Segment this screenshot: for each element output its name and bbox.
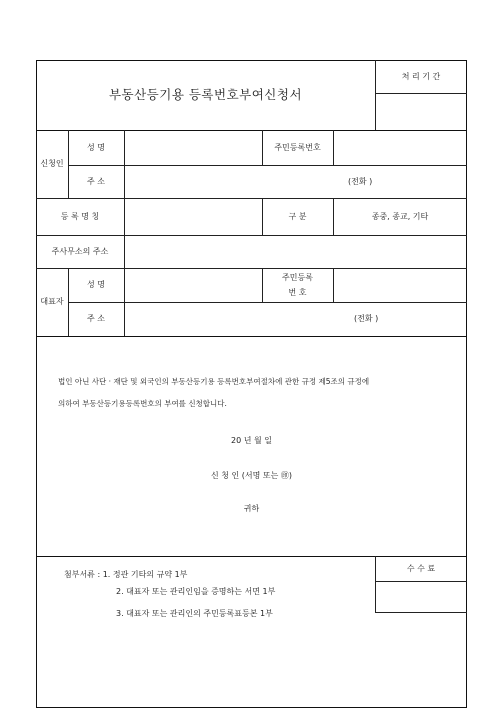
representative-address-label: 주 소 bbox=[87, 314, 105, 323]
representative-id-divider-right bbox=[333, 268, 334, 302]
representative-phone-label: (전화 ) bbox=[354, 314, 379, 323]
registration-divider-1 bbox=[124, 198, 125, 235]
applicant-section-divider bbox=[68, 130, 69, 198]
applicant-address-label: 주 소 bbox=[87, 177, 105, 186]
header-divider bbox=[375, 60, 376, 130]
applicant-bottom-line bbox=[36, 198, 467, 199]
attachments-label: 첨부서류 : 1. 정관 기타의 규약 1부 bbox=[64, 570, 188, 579]
applicant-signature-line: 신 청 인 (서명 또는 ㊞) bbox=[210, 471, 293, 480]
applicant-phone-label: (전화 ) bbox=[348, 177, 373, 186]
date-line: 20 년 월 일 bbox=[231, 436, 272, 445]
fee-bottom-line bbox=[375, 612, 467, 613]
representative-id-label-line1: 주민등록 bbox=[282, 273, 313, 282]
statement-line-2: 의하여 부동산등기용등록번호의 부여를 신청합니다. bbox=[58, 399, 227, 408]
applicant-label-divider bbox=[124, 130, 125, 198]
representative-id-label-line2: 번 호 bbox=[288, 288, 307, 297]
applicant-section-label: 신청인 bbox=[40, 159, 64, 168]
representative-mid-line bbox=[68, 302, 467, 303]
applicant-id-label: 주민등록번호 bbox=[274, 143, 321, 152]
registration-type-options: 종중, 종교, 기타 bbox=[371, 212, 429, 221]
body-bottom-line bbox=[36, 556, 467, 557]
applicant-id-divider-right bbox=[333, 130, 334, 165]
fee-mid-line bbox=[375, 581, 467, 582]
page-title: 부동산등기용 등록번호부여신청서 bbox=[108, 87, 303, 102]
registration-name-label: 등 록 명 칭 bbox=[60, 212, 100, 221]
office-address-divider bbox=[124, 235, 125, 268]
representative-name-label: 성 명 bbox=[87, 280, 105, 289]
registration-type-label: 구 분 bbox=[288, 212, 307, 221]
office-address-label: 주사무소의 주소 bbox=[51, 247, 109, 256]
representative-section-label: 대표자 bbox=[40, 297, 64, 306]
applicant-mid-line bbox=[68, 165, 467, 166]
processing-period-line bbox=[375, 93, 467, 94]
representative-bottom-line bbox=[36, 336, 467, 337]
fee-label: 수 수 료 bbox=[406, 564, 436, 573]
processing-period-label: 처 리 기 간 bbox=[401, 72, 441, 81]
header-bottom-line bbox=[36, 130, 467, 131]
statement-line-1: 법인 아닌 사단 · 재단 및 외국인의 부동산등기용 등록번호부여절차에 관한 규정 제5조의 규정에 bbox=[58, 377, 370, 386]
office-bottom-line bbox=[36, 268, 467, 269]
attachment-2: 2. 대표자 또는 관리인임을 증명하는 서면 1부 bbox=[116, 587, 276, 596]
applicant-name-label: 성 명 bbox=[87, 143, 105, 152]
recipient-label: 귀하 bbox=[243, 504, 260, 513]
registration-bottom-line bbox=[36, 235, 467, 236]
attachment-3: 3. 대표자 또는 관리인의 주민등록표등본 1부 bbox=[116, 609, 273, 618]
